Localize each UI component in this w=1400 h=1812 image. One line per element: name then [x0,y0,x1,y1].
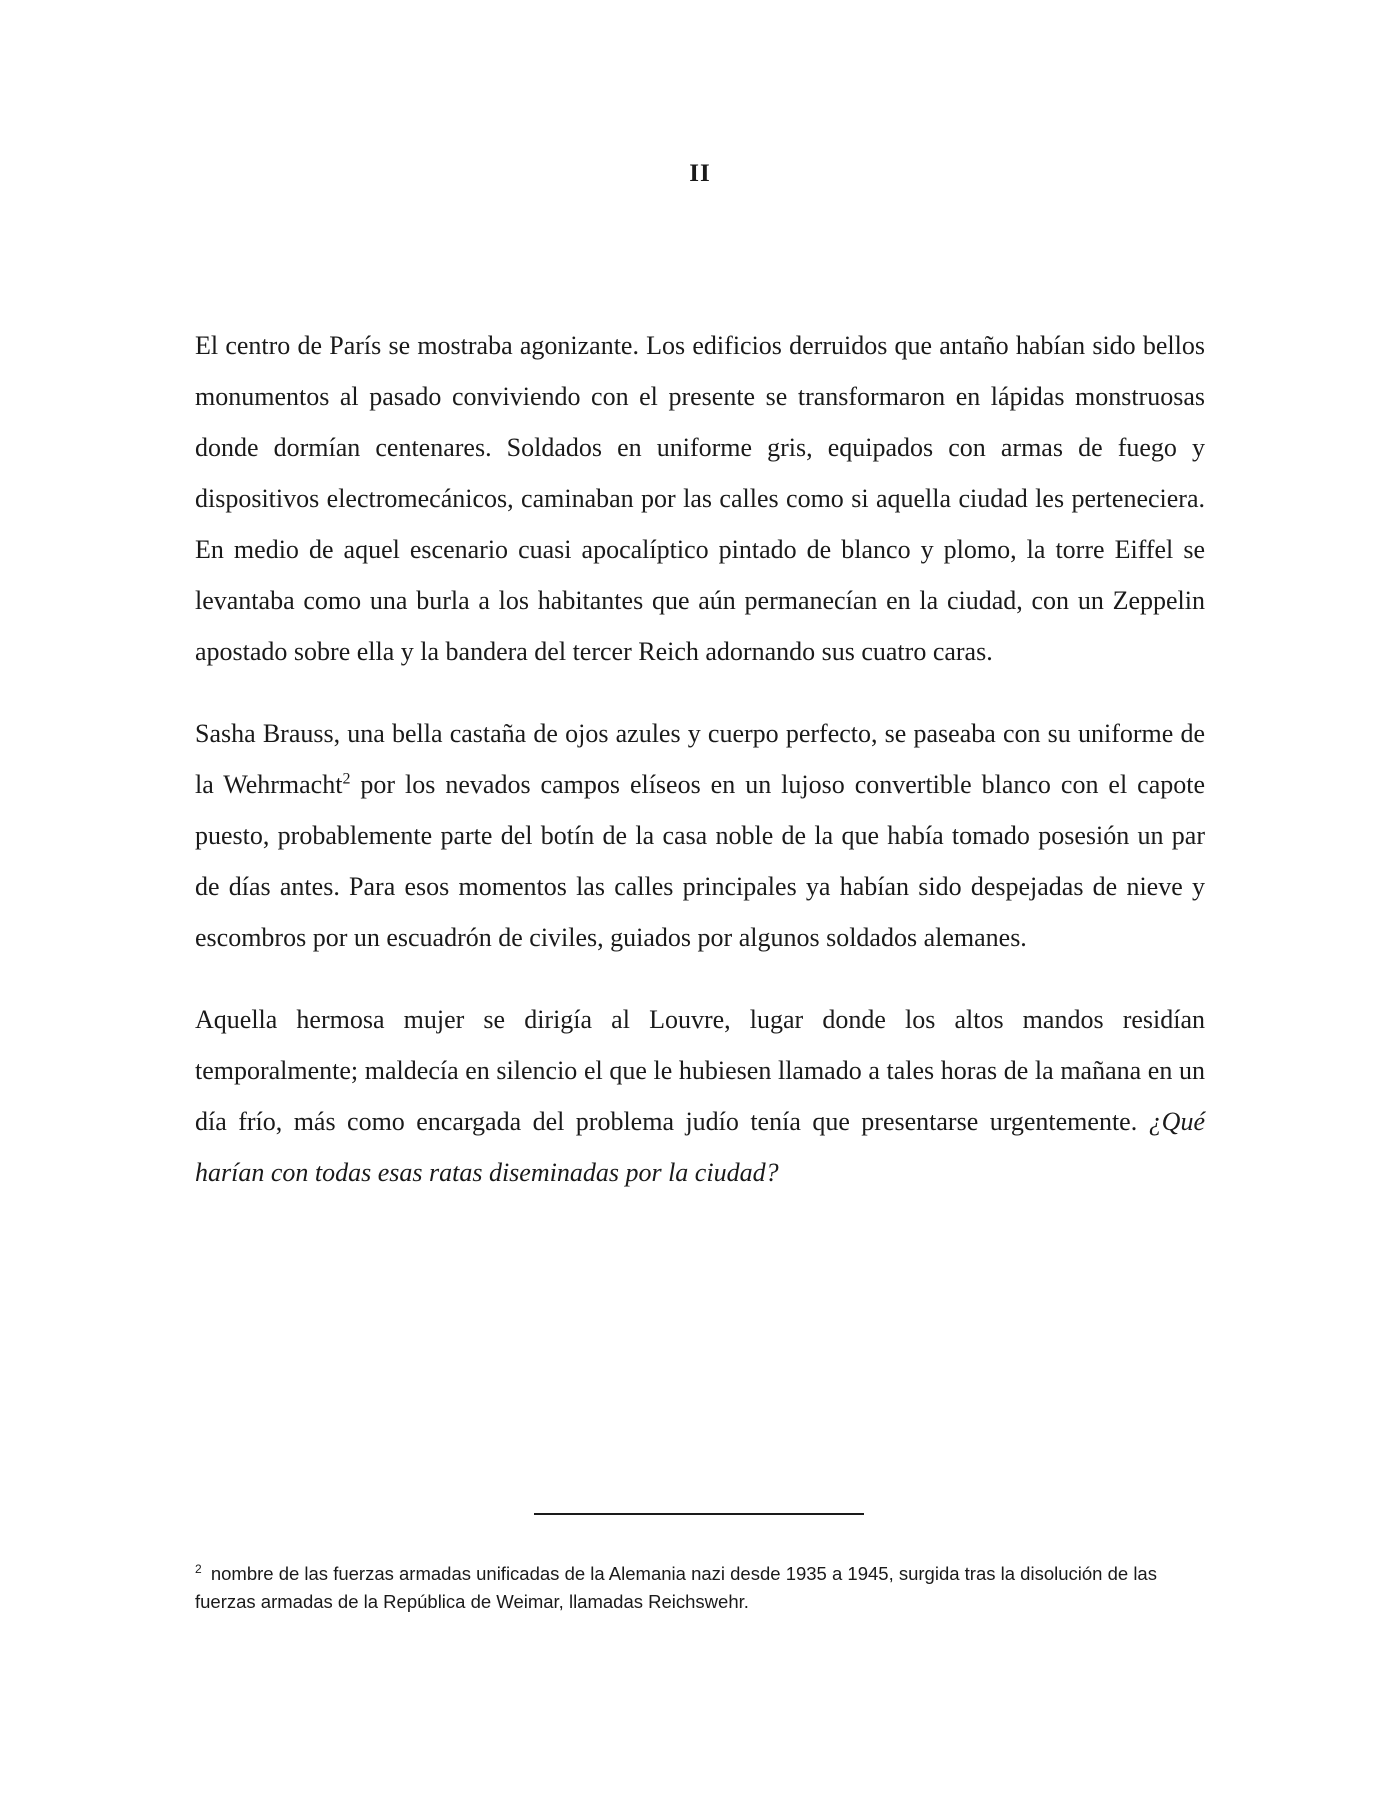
footnote [195,1560,1205,1616]
paragraph-2-text-end: por los nevados campos elíseos en un lujoso convertible blanco con el capote puesto, probablemente parte del botín de la casa noble de la que había tomado posesión un par de días antes. Para esos momentos las calles principales ya habían sido despejadas de nieve y escombros por un escuadrón de civiles, guiados por algunos soldados alemanes. [195,770,1205,952]
footnote-reference[interactable]: 2 [342,770,351,788]
paragraph-3 [195,994,1205,1198]
paragraph-2 [195,708,1205,963]
footnote-number: 2 [195,1561,202,1576]
footnote-separator [534,1513,864,1515]
paragraph-3-text: Aquella hermosa mujer se dirigía al Louvre, lugar donde los altos mandos residían temporalmente; maldecía en silencio el que le hubiesen llamado a tales horas de la mañana en un día frío, más como encargada del problema judío tenía que presentarse urgentemente. [195,1005,1205,1136]
paragraph-1: El centro de París se mostraba agonizante. Los edificios derruidos que antaño habían sido bellos monumentos al pasado conviviendo con el presente se transformaron en lápidas monstruosas donde dormían centenares. Soldados en uniforme gris, equipados con armas de fuego y dispositivos electromecánicos, caminaban por las calles como si aquella ciudad les perteneciera. En medio de aquel escenario cuasi apocalíptico pintado de blanco y plomo, la torre Eiffel se levantaba como una burla a los habitantes que aún permanecían en la ciudad, con un Zeppelin apostado sobre ella y la bandera del tercer Reich adornando sus cuatro caras. [195,331,1205,666]
body-text [195,320,1205,1198]
chapter-title: II [689,160,711,187]
footnote-text: nombre de las fuerzas armadas unificadas de la Alemania nazi desde 1935 a 1945, surgida tras la disolución de las fuerzas armadas de la República de Weimar, llamadas Reichswehr. [195,1563,1157,1612]
paragraph-2-text-start: Sasha Brauss, una bella castaña de ojos azules y cuerpo perfecto, se paseaba con su uniforme de la Wehrmacht [195,719,1205,799]
paragraph-3-italic-question: ¿Qué harían con todas esas ratas diseminadas por la ciudad? [195,1107,1205,1187]
